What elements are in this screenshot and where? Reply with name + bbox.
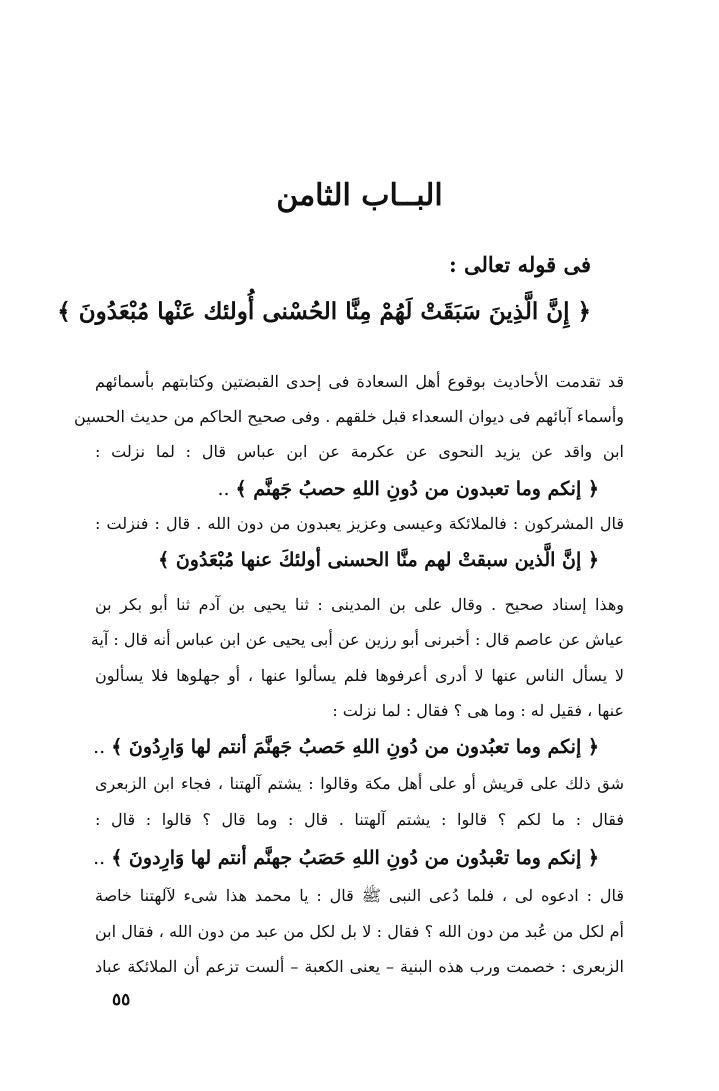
verse-line [0, 549, 599, 571]
verse-dots: .. [93, 736, 106, 758]
verse-line [0, 847, 599, 869]
verse-text: ﴿ إنَّ الَّذين سبقتْ لهم منَّا الحسنى أولئكَ عنها مُبْعَدُونَ ﴾ [158, 549, 599, 571]
body-line: وهذا إسناد صحيح . وقال على بن المدينى : ثنا يحيى بن آدم ثنا أبو بكر بن [95, 595, 624, 614]
body-line: أم لكل من عُبد من دون الله ؟ فقال : لا بل لكل من عبد من دون الله ، فقال ابن [95, 922, 625, 941]
verse-text: ﴿ إنكم وما تعبدون من دُونِ اللهِ حصبُ جَهنَّم ﴾ [235, 478, 599, 500]
verse-line [0, 736, 599, 758]
verse-text: ﴿ إنكم وما تعْبدُون من دُونِ اللهِ حَصَبُ جهنَّم أنتم لها وَارِدونَ ﴾ [111, 847, 599, 869]
page-number: ٥٥ [112, 990, 131, 1010]
chapter-title: البــاب الثامن [276, 178, 443, 213]
body-line: وأسماء آبائهم فى ديوان السعداء قبل خلقهم . وفى صحيح الحاكم من حديث الحسين [74, 407, 624, 426]
body-line: ابن واقد عن يزيد النحوى عن عكرمة عن ابن عباس قال : لما نزلت : [95, 442, 624, 461]
body-line: قال المشركون : فالملائكة وعيسى وعزيز يعبدون من دون الله . قال : فنزلت : [95, 514, 624, 533]
body-line: قد تقدمت الأحاديث بوقوع أهل السعادة فى إحدى القبضتين وكتابتهم بأسمائهم [95, 372, 624, 391]
body-line: فقال : ما لكم ؟ قالوا : يشتم آلهتنا . قال : وما قال ؟ قالوا : قال : [95, 810, 624, 829]
body-line: شق ذلك على قريش أو على أهل مكة وقالوا : يشتم آلهتنا ، فجاء ابن الزبعرى [95, 774, 625, 793]
body-line: لا يسأل الناس عنها لا أدرى أعرفوها فلم يسألوا عنها ، أو جهلوها فلا يسألون [95, 666, 624, 685]
body-line: عنها ، فقيل له : وما هى ؟ فقال : لما نزلت : [332, 701, 624, 720]
body-line: عياش عن عاصم قال : أخبرنى أبو رزين عن أبى يحيى عن ابن عباس أنه قال : آية [90, 630, 624, 649]
main-verse: ﴿ إِنَّ الَّذِينَ سَبَقَتْ لَهُمْ مِنَّا الحُسْنى أُولئك عَنْها مُبْعَدُونَ ﴾ [57, 298, 591, 325]
verse-text: ﴿ إنكم وما تعبُدون من دُونِ اللهِ حَصبُ جَهنَّمَ أنتم لها وَارِدُونَ ﴾ [111, 736, 599, 758]
body-line: الزبعرى : خصمت ورب هذه البنية – يعنى الكعبة – ألست تزعم أن الملائكة عباد [95, 957, 624, 976]
verse-dots: .. [93, 847, 106, 869]
intro-text: فى قوله تعالى : [448, 252, 591, 277]
verse-dots: .. [217, 478, 230, 500]
body-line: قال : ادعوه لى ، فلما دُعى النبى ﷺ قال : يا محمد هذا شىء لآلهتنا خاصة [95, 886, 624, 905]
verse-line [0, 478, 599, 500]
